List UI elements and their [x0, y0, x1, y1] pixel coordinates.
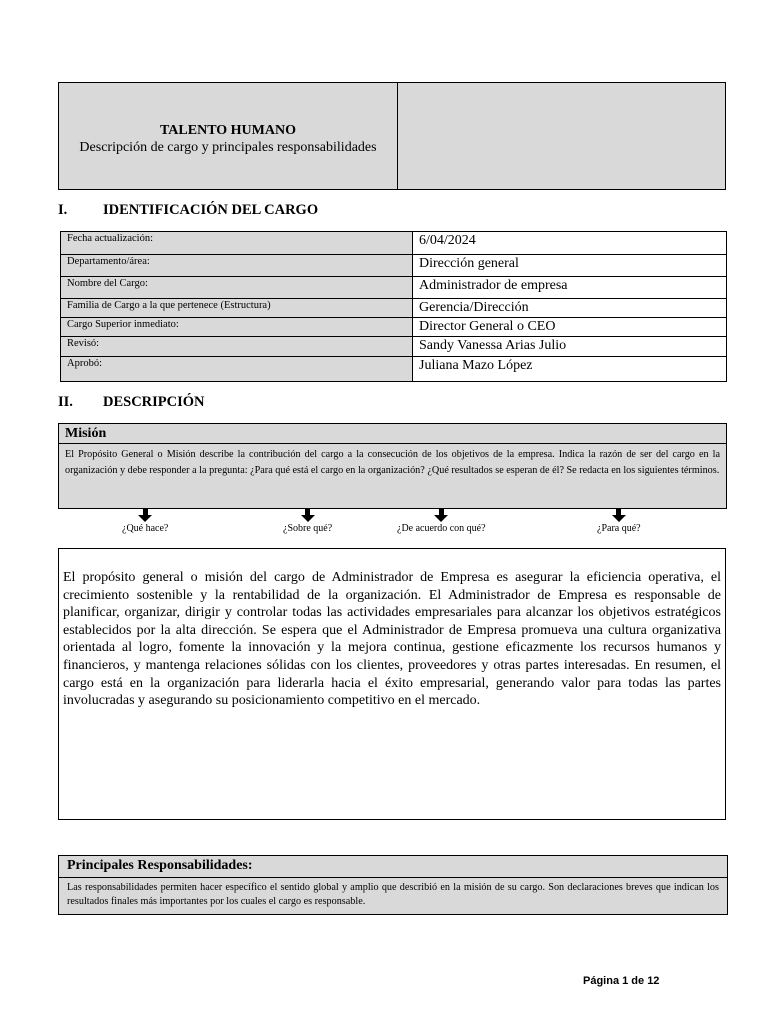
header-logo-cell	[398, 83, 725, 189]
document-header	[58, 82, 726, 190]
row-label: Fecha actualización:	[61, 232, 413, 255]
question-label: ¿Qué hace?	[122, 523, 169, 534]
table-row	[61, 318, 727, 337]
identification-table	[60, 231, 727, 382]
question-label: ¿Para qué?	[597, 523, 641, 534]
question-what	[122, 508, 168, 534]
down-arrow-head-icon	[434, 515, 448, 522]
table-row	[61, 299, 727, 318]
row-label: Departamento/área:	[61, 255, 413, 277]
table-row	[61, 277, 727, 299]
down-arrow-head-icon	[301, 515, 315, 522]
row-value: Dirección general	[413, 255, 727, 277]
mision-title: Misión	[59, 424, 726, 444]
down-arrow-icon	[143, 508, 148, 515]
row-label: Cargo Superior inmediato:	[61, 318, 413, 337]
responsabilidades-box	[58, 855, 728, 915]
row-value: Gerencia/Dirección	[413, 299, 727, 318]
table-row	[61, 255, 727, 277]
row-value: 6/04/2024	[413, 232, 727, 255]
mision-text: El propósito general o misión del cargo de Administrador de Empresa es asegurar la eficiencia operativa, el crecimiento sostenible y la rentabilidad de la organización. El Administrador de Empresa es responsable de planificar, organizar, dirigir y controlar todas las actividades empresariales para alcanzar los objetivos estratégicos establecidos por la alta dirección. Se espera que el Administrador de Empresa promueva una cultura organizativa orientada al logro, fomente la innovación y la mejora continua, gestione eficazmente los recursos humanos y financieros, y mantenga relaciones sólidas con los clientes, proveedores y otras partes interesadas. En resumen, el cargo está en la organización para liderarla hacia el éxito empresarial, generando valor para todas las partes involucradas y asegurando su posicionamiento competitivo en el mercado.	[58, 548, 726, 820]
down-arrow-head-icon	[612, 515, 626, 522]
section-1-number: I.	[58, 202, 68, 218]
header-title: TALENTO HUMANO	[160, 123, 296, 138]
row-label: Familia de Cargo a la que pertenece (Estructura)	[61, 299, 413, 318]
page-number: Página 1 de 12	[583, 975, 660, 987]
question-label: ¿De acuerdo con qué?	[397, 523, 486, 534]
question-purpose	[597, 508, 641, 534]
section-1-heading	[58, 202, 318, 219]
mision-box	[58, 423, 727, 509]
header-title-cell	[59, 83, 398, 189]
down-arrow-head-icon	[138, 515, 152, 522]
section-1-title: IDENTIFICACIÓN DEL CARGO	[103, 202, 319, 218]
question-label: ¿Sobre qué?	[283, 523, 333, 534]
responsabilidades-description: Las responsabilidades permiten hacer específico el sentido global y amplio que describió en la misión de su cargo. Son declaraciones breves que indican los resultados finales más importantes por los cuales el cargo es responsable.	[67, 882, 719, 907]
down-arrow-icon	[305, 508, 310, 515]
row-value: Director General o CEO	[413, 318, 727, 337]
section-2-number: II.	[58, 394, 73, 410]
section-2-heading	[58, 394, 205, 411]
table-row	[61, 232, 727, 255]
question-according	[397, 508, 486, 534]
row-value: Administrador de empresa	[413, 277, 727, 299]
header-subtitle: Descripción de cargo y principales responsabilidades	[79, 140, 377, 155]
table-row	[61, 357, 727, 382]
row-label: Nombre del Cargo:	[61, 277, 413, 299]
row-label: Revisó:	[61, 337, 413, 357]
section-2-title: DESCRIPCIÓN	[103, 394, 205, 410]
down-arrow-icon	[439, 508, 444, 515]
question-about	[283, 508, 332, 534]
row-value: Juliana Mazo López	[413, 357, 727, 382]
table-row	[61, 337, 727, 357]
row-value: Sandy Vanessa Arias Julio	[413, 337, 727, 357]
mision-description: El Propósito General o Misión describe la contribución del cargo a la consecución de los objetivos de la empresa. Indica la razón de ser del cargo en la organización y debe responder a la pregunta: ¿Para qué está el cargo en la organización? ¿Qué resultados se esperan de él? Se redacta en los siguientes términos.	[65, 449, 720, 476]
row-label: Aprobó:	[61, 357, 413, 382]
responsabilidades-title: Principales Responsabilidades:	[59, 856, 727, 878]
down-arrow-icon	[616, 508, 621, 515]
